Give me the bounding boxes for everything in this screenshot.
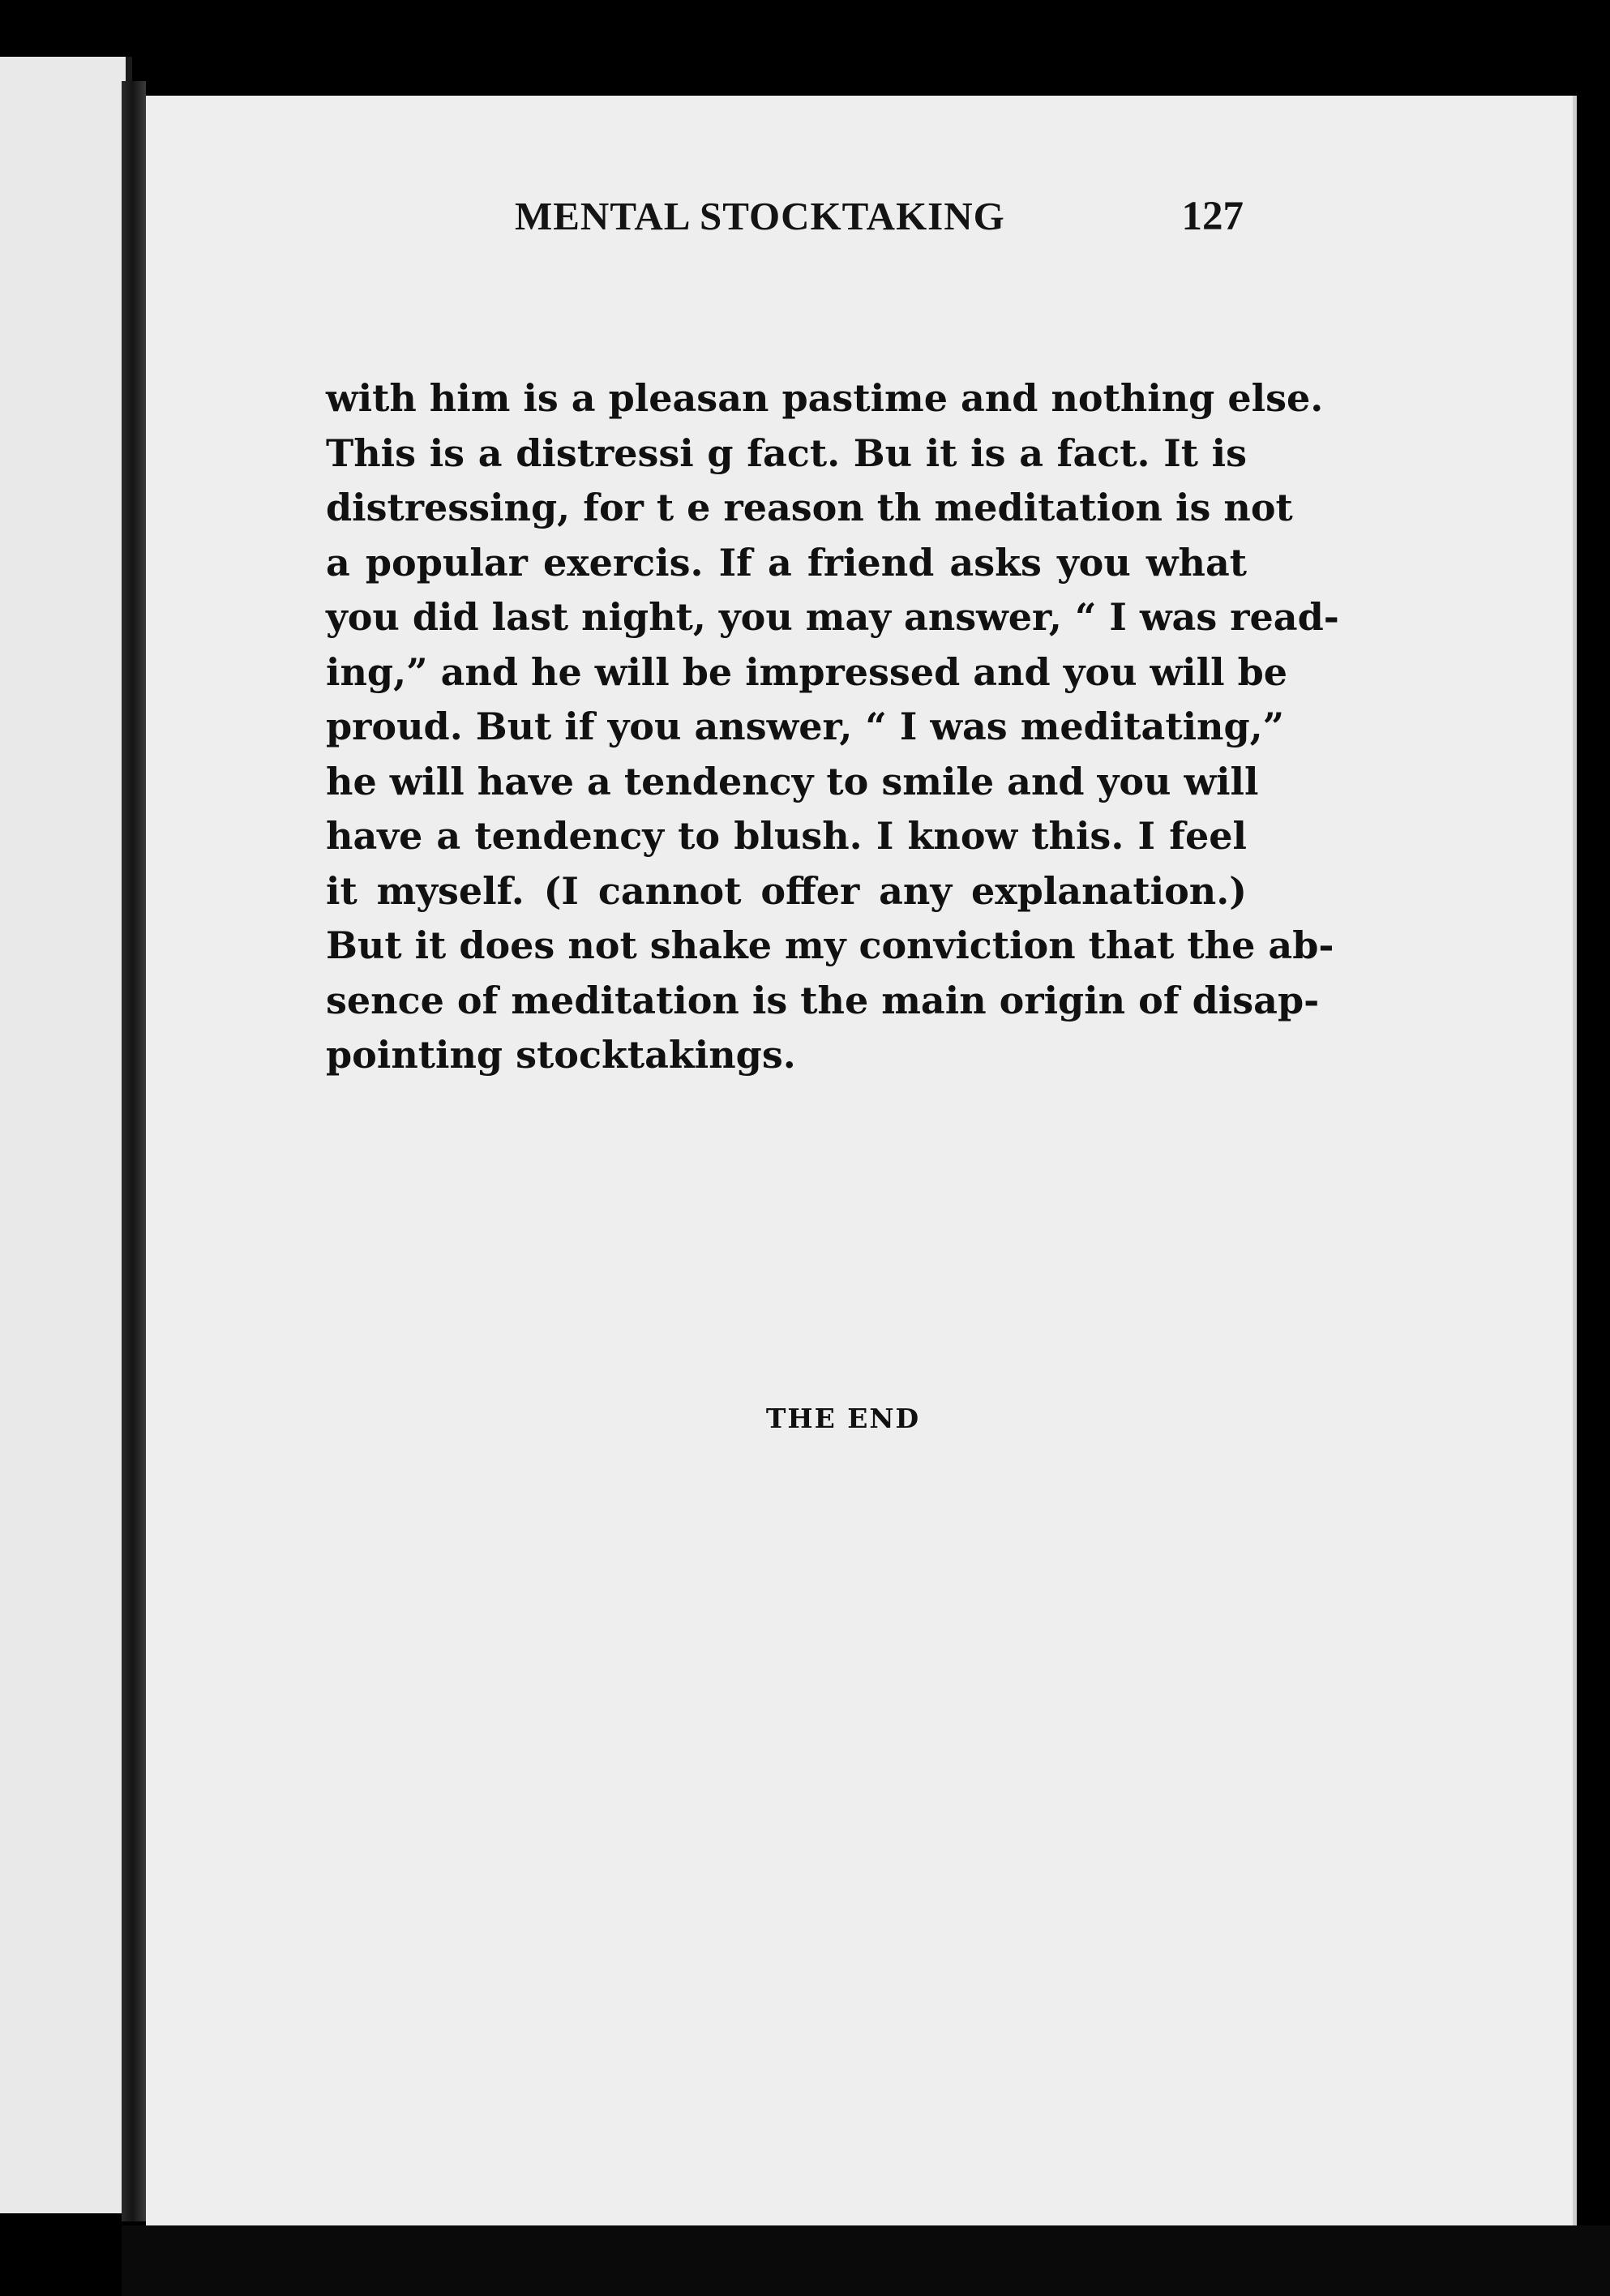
- facing-page-edge: [0, 57, 132, 2213]
- page-number: 127: [1181, 194, 1244, 239]
- text-line: have a tendency to blush. I know this. I feel: [326, 814, 1247, 858]
- the-end-label: THE END: [765, 1403, 921, 1434]
- text-line: proud. But if you answer, “ I was meditating,”: [326, 705, 1285, 748]
- text-line: This is a distressi⁠ g fact. Bu⁠ it is a fact. It is: [326, 430, 1247, 475]
- text-line: he will have a tendency to smile and you will: [326, 759, 1259, 803]
- text-line: sence of meditation is the main origin of disap-: [326, 978, 1320, 1022]
- body-paragraph: [326, 371, 1339, 1083]
- page-header: [357, 193, 1248, 266]
- text-line: distressing, for t⁠ e reason th⁠ meditation is not: [326, 486, 1293, 529]
- text-line: ing,” and he will be impressed and you will be: [326, 649, 1288, 694]
- text-line: pointing stocktakings.: [326, 1033, 796, 1077]
- text-line: a popular exercis⁠. If a friend asks you what: [326, 540, 1247, 585]
- scan-background-top: [0, 0, 1610, 89]
- scan-background-bottom: [122, 2225, 1610, 2296]
- running-head: MENTAL STOCKTAKING: [515, 194, 1005, 238]
- text-line: But it does not shake my conviction that the ab-: [326, 923, 1334, 967]
- text-line: you did last night, you may answer, “ I was read-: [326, 595, 1339, 639]
- text-line: it myself. (I cannot offer any explanation.): [326, 868, 1247, 913]
- book-binding: [122, 81, 146, 2221]
- text-line: with him is a pleasan⁠ pastime and nothing else.: [326, 376, 1324, 420]
